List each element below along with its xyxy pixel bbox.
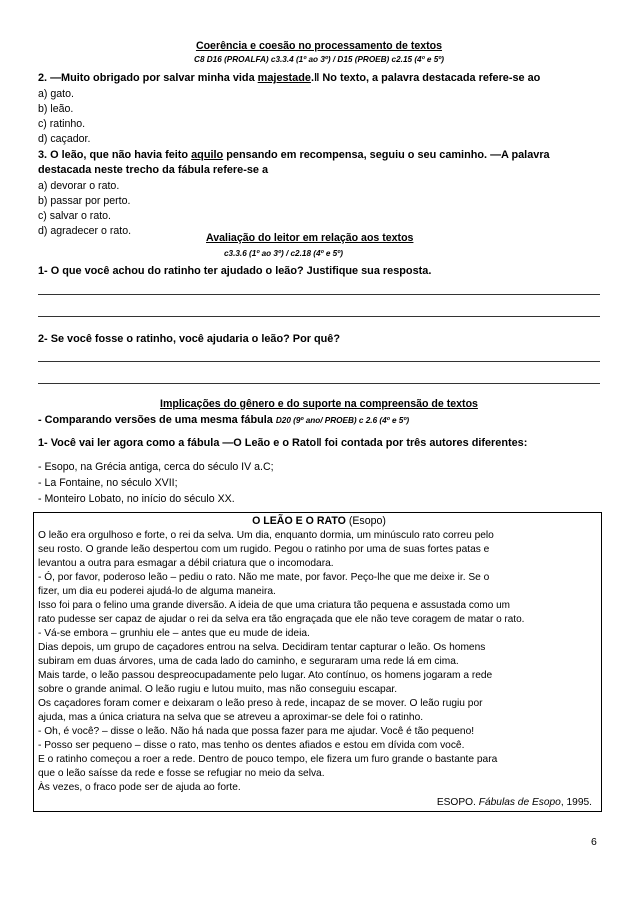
eval-question-2: 2- Se você fosse o ratinho, você ajudaria o leão? Por quê?	[38, 333, 340, 345]
option-b: b) leão.	[38, 103, 74, 115]
source-title: Fábulas de Esopo	[478, 797, 561, 808]
section-title-evaluation: Avaliação do leitor em relação aos textos	[206, 232, 414, 244]
option-c: c) salvar o rato.	[38, 210, 112, 222]
story-line: - Posso ser pequeno – disse o rato, mas tenho os dentes afiados e estou em dívida com você.	[38, 740, 465, 751]
option-a: a) devorar o rato.	[38, 180, 120, 192]
story-source	[437, 797, 592, 808]
author-item: - La Fontaine, no século XVII;	[38, 477, 178, 489]
genre-question-1: 1- Você vai ler agora como a fábula —O Leão e o Rato‖ foi contada por três autores diferentes:	[38, 437, 528, 449]
story-line: Os caçadores foram comer e deixaram o leão preso à rede, incapaz de se mover. O leão rugiu por	[38, 698, 483, 709]
story-line: Mais tarde, o leão passou despreocupadamente pelo lugar. Ato contínuo, os homens jogaram a rede	[38, 670, 493, 681]
option-d: d) caçador.	[38, 133, 91, 145]
section-code-coherence: C8 D16 (PROALFA) c3.3.4 (1º ao 3º) / D15 (PROEB) c2.15 (4º e 5º)	[194, 55, 444, 64]
option-d: d) agradecer o rato.	[38, 225, 132, 237]
comparison-text: - Comparando versões de uma mesma fábula	[38, 414, 276, 426]
story-line: E o ratinho começou a roer a rede. Dentro de pouco tempo, ele fizera um furo grande o bastante para	[38, 754, 498, 765]
story-line: seu rosto. O grande leão despertou com um rugido. Pegou o ratinho por uma de suas fortes patas e	[38, 544, 490, 555]
option-b: b) passar por perto.	[38, 195, 131, 207]
story-line: - Ó, por favor, poderoso leão – pediu o rato. Não me mate, por favor. Peço-lhe que me deixe ir. Se o	[38, 572, 490, 583]
story-moral: Às vezes, o fraco pode ser de ajuda ao forte.	[38, 782, 241, 793]
eval-question-1: 1- O que você achou do ratinho ter ajudado o leão? Justifique sua resposta.	[38, 265, 432, 277]
question-2	[38, 72, 540, 84]
story-author-paren: (Esopo)	[348, 515, 386, 527]
section-code-evaluation: c3.3.6 (1º ao 3º) / c2.18 (4º e 5º)	[224, 249, 343, 258]
question-3-line-2: destacada neste trecho da fábula refere-se a	[38, 164, 269, 176]
story-line: - Oh, é você? – disse o leão. Não há nada que possa fazer para me ajudar. Você é tão pequeno!	[38, 726, 475, 737]
comparison-code: D20 (9º ano/ PROEB) c 2.6 (4º e 5º)	[275, 416, 410, 425]
story-line: que o leão saísse da rede e fosse se refugiar no meio da selva.	[38, 768, 325, 779]
section-title-coherence: Coerência e coesão no processamento de textos	[195, 40, 443, 52]
story-line: levantou a outra para esmagar a débil criatura que o incomodara.	[38, 558, 334, 569]
page-number: 6	[591, 836, 597, 848]
highlighted-word: majestade	[257, 72, 311, 84]
story-title	[0, 515, 638, 527]
question-2-text-pre: 2. —Muito obrigado por salvar minha vida	[38, 72, 258, 84]
author-item: - Esopo, na Grécia antiga, cerca do século IV a.C;	[38, 461, 274, 473]
comparison-heading	[38, 414, 409, 426]
option-c: c) ratinho.	[38, 118, 86, 130]
answer-line[interactable]	[38, 361, 600, 362]
answer-line[interactable]	[38, 294, 600, 295]
story-line: Isso foi para o felino uma grande diversão. A ideia de que uma criatura tão pequena e assustada como um	[38, 600, 510, 611]
story-title-text: O LEÃO E O RATO	[252, 515, 346, 527]
story-line: O leão era orgulhoso e forte, o rei da selva. Um dia, enquanto dormia, um minúsculo rato correu pelo	[38, 530, 494, 541]
question-2-text-post: .‖ No texto, a palavra destacada refere-se ao	[310, 72, 541, 84]
story-line: Dias depois, um grupo de caçadores entrou na selva. Decidiram tentar capturar o leão. Os homens	[38, 642, 486, 653]
story-line: - Vá-se embora – grunhiu ele – antes que eu mude de ideia.	[38, 628, 310, 639]
question-3	[38, 149, 550, 161]
answer-line[interactable]	[38, 383, 600, 384]
story-line: subiram em duas árvores, uma de cada lado do caminho, e seguraram uma rede lá em cima.	[38, 656, 459, 667]
author-item: - Monteiro Lobato, no início do século XX.	[38, 493, 235, 505]
option-a: a) gato.	[38, 88, 74, 100]
story-line: rato pudesse ser capaz de ajudar o rei da selva era tão engraçada que ele não teve coragem de matar o rato.	[38, 614, 525, 625]
section-title-genre: Implicações do gênero e do suporte na compreensão de textos	[160, 398, 478, 410]
story-line: ajuda, mas a única criatura na selva que se atreveu a aproximar-se dele foi o ratinho.	[38, 712, 424, 723]
source-year: , 1995.	[560, 797, 592, 808]
question-3-text-post: pensando em recompensa, seguiu o seu caminho. —A palavra	[223, 149, 550, 161]
highlighted-word: aquilo	[191, 149, 224, 161]
source-author: ESOPO.	[436, 797, 479, 808]
story-line: sobre o grande animal. O leão rugiu e lutou muito, mas não conseguiu escapar.	[38, 684, 398, 695]
answer-line[interactable]	[38, 316, 600, 317]
story-line: fizer, um dia eu poderei ajudá-lo de alguma maneira.	[38, 586, 276, 597]
question-3-text-pre: 3. O leão, que não havia feito	[38, 149, 192, 161]
